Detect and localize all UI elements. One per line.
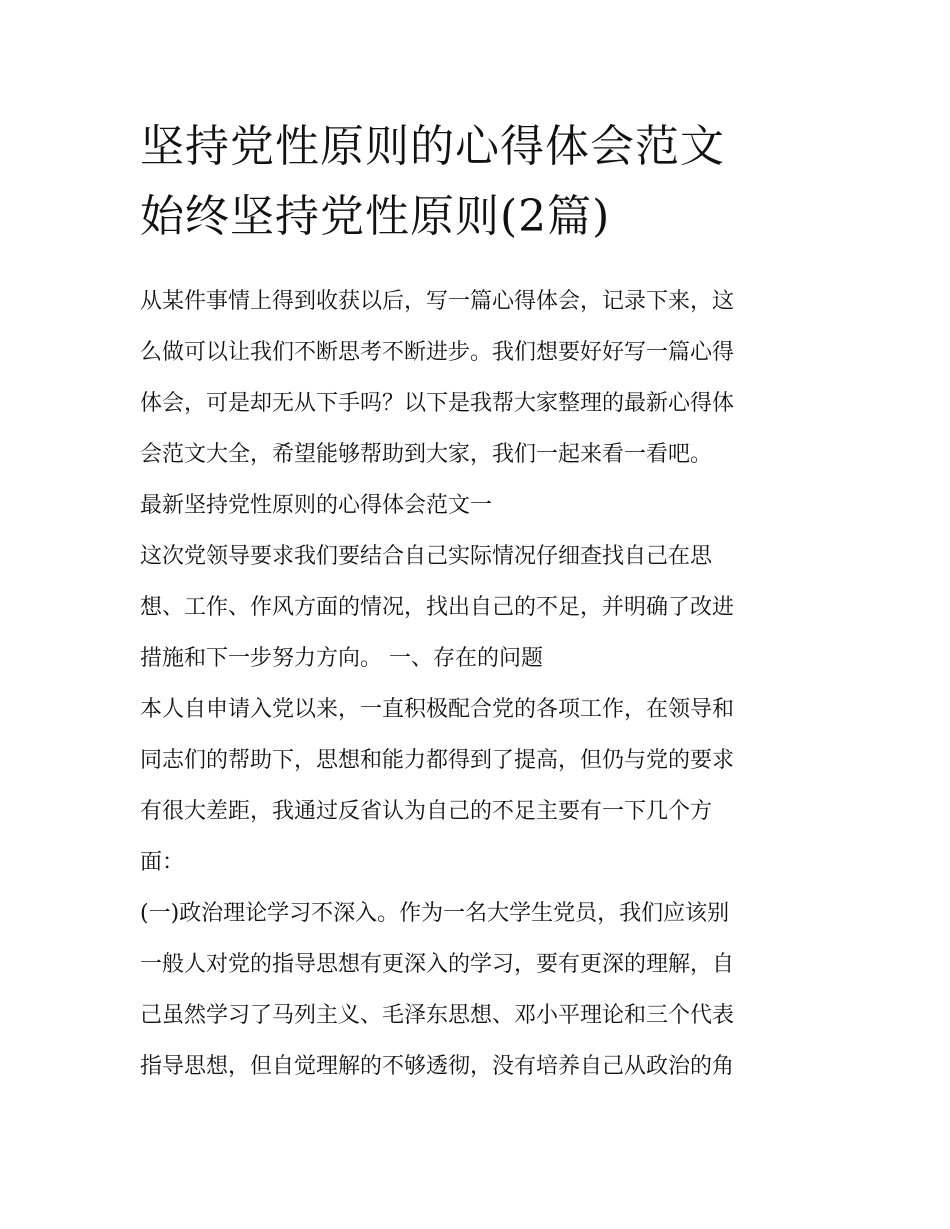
section-heading: 最新坚持党性原则的心得体会范文一 [140, 493, 493, 518]
paragraph-line: 体会，可是却无从下手吗？以下是我帮大家整理的最新心得体 [140, 391, 735, 416]
paragraph-line: 己虽然学习了马列主义、毛泽东思想、邓小平理论和三个代表 [140, 1003, 735, 1028]
paragraph-line: 这次党领导要求我们要结合自己实际情况仔细查找自己在思 [140, 544, 713, 569]
paragraph-line: 指导思想，但自觉理解的不够透彻，没有培养自己从政治的角 [140, 1054, 735, 1079]
paragraph-line: 从某件事情上得到收获以后，写一篇心得体会，记录下来，这 [140, 289, 735, 314]
paragraph-line: 有很大差距，我通过反省认为自己的不足主要有一下几个方 [140, 799, 713, 824]
document-title [140, 112, 812, 252]
document-page [140, 112, 812, 1092]
paragraph-line: 面： [140, 850, 185, 875]
paragraph-line: 想、工作、作风方面的情况，找出自己的不足，并明确了改进 [140, 595, 735, 620]
title-line: 始终坚持党性原则(2篇) [140, 191, 611, 242]
paragraph-line: 会范文大全，希望能够帮助到大家，我们一起来看一看吧。 [140, 442, 713, 467]
paragraph-line: 本人自申请入党以来，一直积极配合党的各项工作，在领导和 [140, 697, 735, 722]
paragraph-line: 措施和下一步努力方向。 一、存在的问题 [140, 646, 543, 671]
paragraph-line: 一般人对党的指导思想有更深入的学习，要有更深的理解，自 [140, 952, 735, 977]
title-line: 坚持党性原则的心得体会范文 [140, 121, 725, 172]
paragraph-line: 同志们的帮助下，思想和能力都得到了提高，但仍与党的要求 [140, 748, 735, 773]
document-body [140, 276, 812, 1092]
paragraph-line: (一)政治理论学习不深入。作为一名大学生党员，我们应该别 [140, 901, 730, 926]
paragraph-line: 么做可以让我们不断思考不断进步。我们想要好好写一篇心得 [140, 340, 735, 365]
